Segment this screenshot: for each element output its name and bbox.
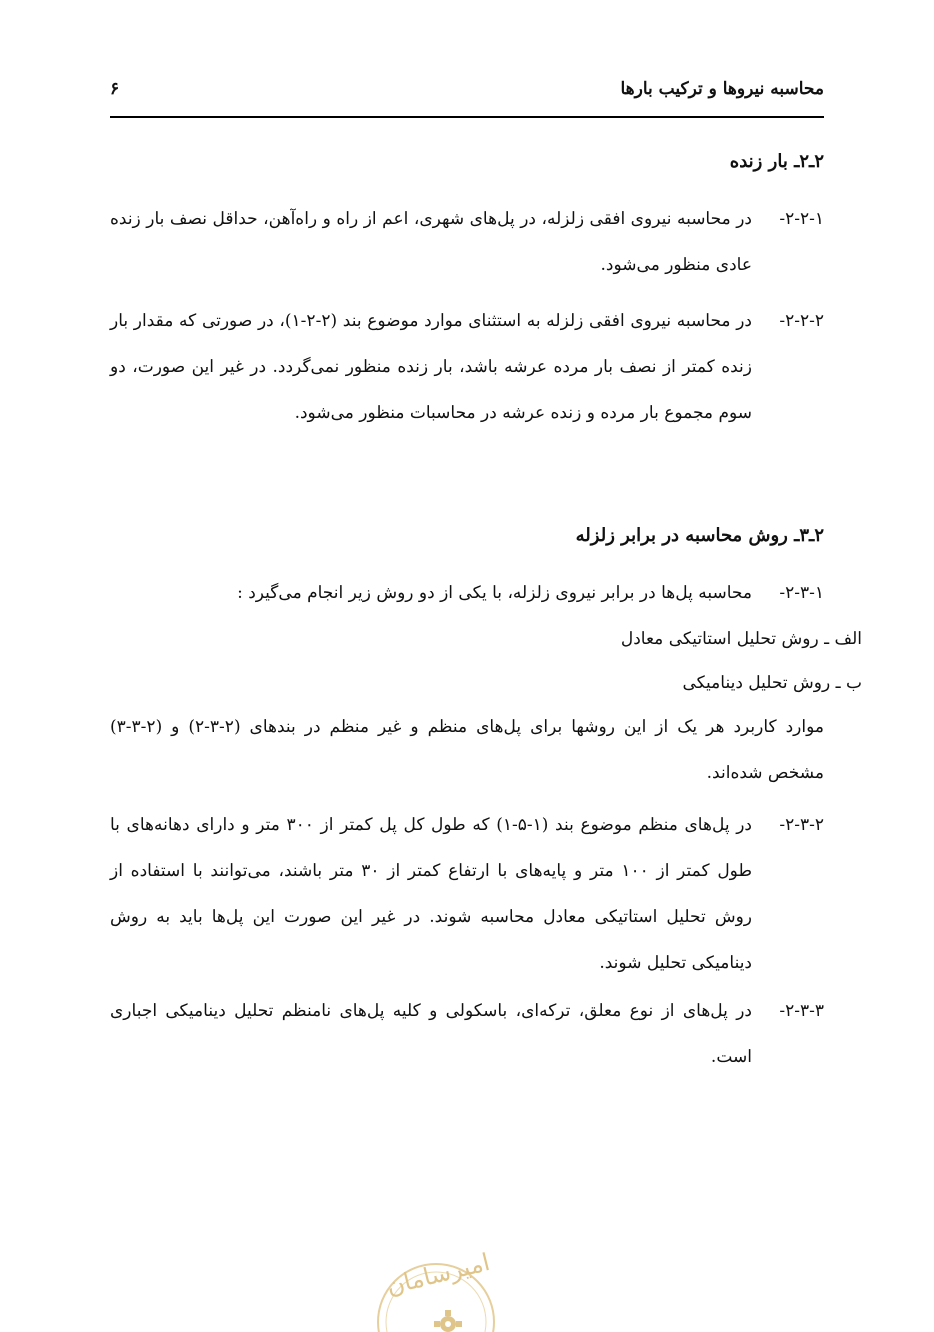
clause-2-3-2 [110, 802, 824, 986]
svg-text:امیرسامان: امیرسامان [383, 1247, 493, 1301]
option-b: ب ـ روش تحلیل دینامیکی [682, 673, 862, 693]
clause-text: در پل‌های از نوع معلق، ترکه‌ای، باسکولی و کلیه پل‌های نامنظم تحلیل دینامیکی اجباری است. [110, 1001, 752, 1067]
clause-number: ۲-۲-۲- [779, 311, 824, 331]
clause-closing: موارد کاربرد هر یک از این روشها برای پل‌های منظم و غیر منظم در بندهای (۲-۳-۲) و (۲-۳-۳) مشخص شده‌اند. [110, 717, 824, 783]
clause-number: ۲-۳-۲- [779, 815, 824, 835]
clause-2-3-3 [110, 988, 824, 1080]
page-header [110, 76, 824, 118]
section-heading-calculation-method: ۲ـ۳ـ روش محاسبه در برابر زلزله [575, 525, 824, 546]
clause-text: در محاسبه نیروی افقی زلزله، در پل‌های شهری، اعم از راه و راه‌آهن، حداقل نصف بار زنده عادی منظور می‌شود. [110, 209, 752, 275]
clause-text: در پل‌های منظم موضوع بند (۱-۵-۱) که طول کل پل کمتر از ۳۰۰ متر و دارای دهانه‌های با طول کمتر از ۱۰۰ متر و پایه‌های با ارتفاع کمتر از ۳۰ متر باشند، می‌توانند با استفاده از روش تحلیل استاتیکی معادل محاسبه شوند. در غیر این صورت این پل‌ها باید به روش دینامیکی تحلیل شوند. [110, 815, 752, 973]
page-number: ۶ [110, 79, 120, 99]
option-a: الف ـ روش تحلیل استاتیکی معادل [620, 629, 862, 649]
section-heading-live-load: ۲ـ۲ـ بار زنده [729, 151, 824, 172]
clause-number: ۲-۳-۱- [779, 583, 824, 603]
clause-number: ۲-۳-۳- [779, 1001, 824, 1021]
clause-intro: محاسبه پل‌ها در برابر نیروی زلزله، با یکی از دو روش زیر انجام می‌گیرد : [237, 583, 752, 603]
clause-2-3-1 [110, 570, 824, 616]
clause-number: ۲-۲-۱- [779, 209, 824, 229]
clause-2-2-2 [110, 298, 824, 436]
publisher-seal-watermark [376, 1232, 496, 1332]
clause-2-3-1-closing [110, 704, 824, 796]
running-title: محاسبه نیروها و ترکیب بارها [620, 79, 824, 99]
clause-2-2-1 [110, 196, 824, 288]
clause-text: در محاسبه نیروی افقی زلزله به استثنای موارد موضوع بند (۲-۲-۱)، در صورتی که مقدار بار زنده کمتر از نصف بار مرده عرشه باشد، بار زنده منظور نمی‌گردد. در غیر این صورت، دو سوم مجموع بار مرده و زنده عرشه در محاسبات منظور می‌شود. [110, 311, 752, 423]
